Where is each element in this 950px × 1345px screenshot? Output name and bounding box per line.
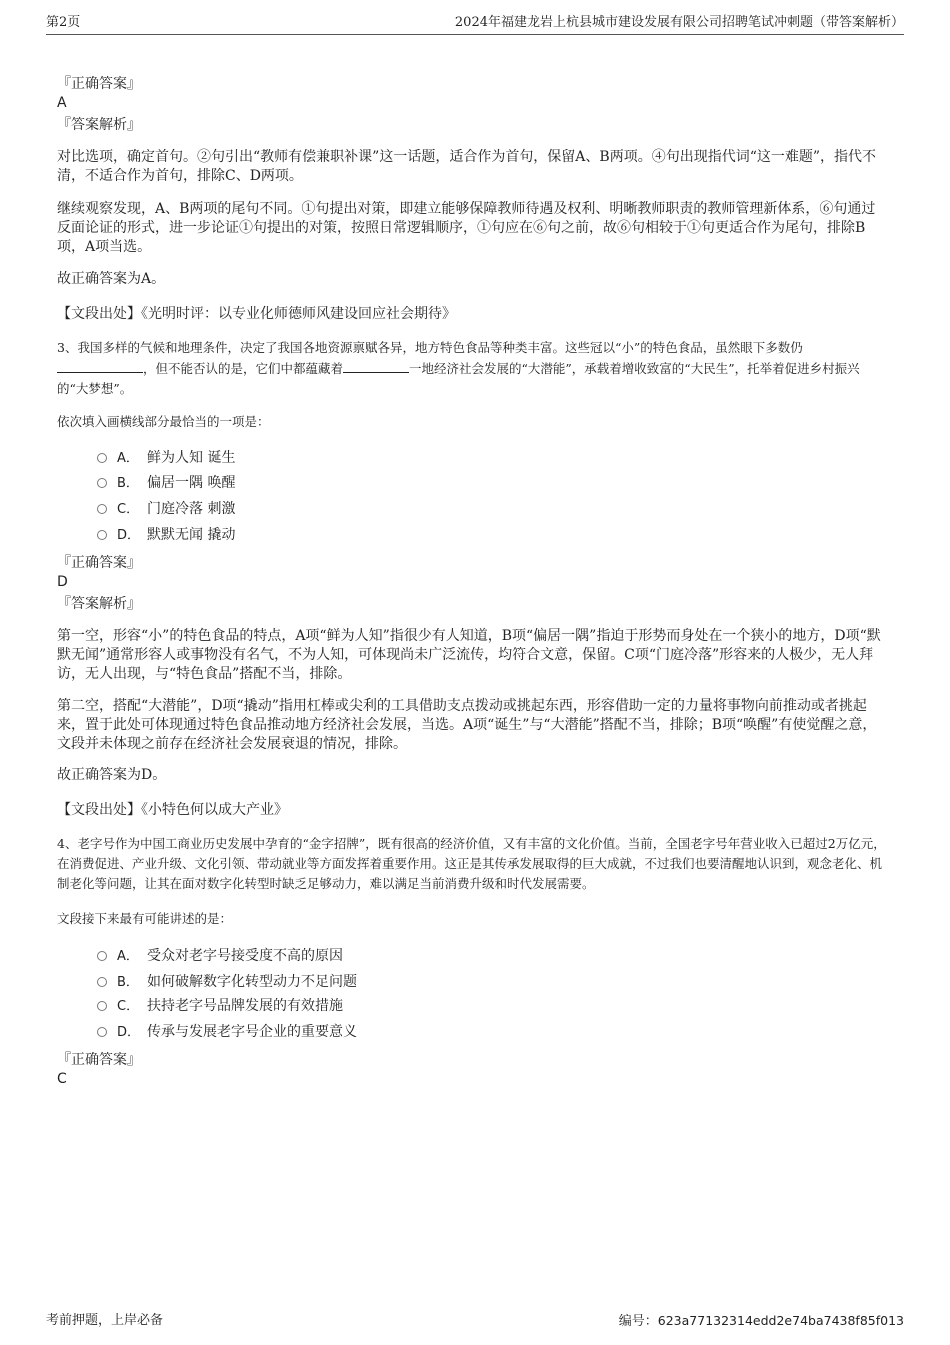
radio-icon[interactable]	[97, 504, 107, 514]
q3-blank-2	[343, 358, 409, 373]
q2-analysis-para-1: 对比选项，确定首句。②句引出“教师有偿兼职补课”这一话题，适合作为首句，保留A、B两项。④句出现指代词“这一难题”，指代不清，不适合作为首句，排除C、D两项。	[57, 149, 877, 184]
doc-code: 623a77132314edd2e74ba7438f85f013	[657, 1313, 904, 1328]
footer-doc-code	[619, 1312, 904, 1331]
q3-option-a[interactable]: A． 鲜为人知 诞生	[97, 448, 797, 469]
q4-correct-answer-label: 『正确答案』	[57, 1052, 141, 1068]
q4-answer: C	[57, 1071, 67, 1087]
q3-question-text	[57, 338, 887, 399]
radio-icon[interactable]	[97, 478, 107, 488]
radio-icon[interactable]	[97, 530, 107, 540]
q3-option-b[interactable]: B． 偏居一隅 唤醒	[97, 473, 797, 494]
q3-correct-answer-label: 『正确答案』	[57, 555, 141, 571]
document-title: 2024年福建龙岩上杭县城市建设发展有限公司招聘笔试冲刺题（带答案解析）	[454, 15, 904, 30]
q2-conclusion: 故正确答案为A。	[57, 271, 166, 287]
q4-option-b[interactable]: B． 如何破解数字化转型动力不足问题	[97, 972, 797, 993]
radio-icon[interactable]	[97, 977, 107, 987]
doc-code-label: 编号：	[618, 1314, 658, 1329]
radio-icon[interactable]	[97, 1001, 107, 1011]
q3-text-part-2: ，但不能否认的是，它们中都蕴藏着	[143, 361, 344, 376]
q3-blank-1	[57, 358, 143, 373]
q3-text-part-1: 3、我国多样的气候和地理条件，决定了我国各地资源禀赋各异，地方特色食品等种类丰富。这些冠以“小”的特色食品，虽然眼下多数仍	[57, 340, 803, 355]
radio-icon[interactable]	[97, 951, 107, 961]
q2-answer: A	[57, 95, 67, 111]
page-number: 第2页	[46, 15, 81, 30]
radio-icon[interactable]	[97, 453, 107, 463]
q2-correct-answer-label: 『正确答案』	[57, 76, 141, 92]
q4-option-a[interactable]: A． 受众对老字号接受度不高的原因	[97, 946, 797, 967]
page-header	[46, 12, 904, 35]
q2-analysis-label: 『答案解析』	[57, 117, 141, 133]
q4-option-d[interactable]: D． 传承与发展老字号企业的重要意义	[97, 1022, 797, 1043]
q3-text-part-3: 一地经济社会发展的“大潜能”，承载着增收致富的“大民生”，托举着促进乡村振兴的“大梦想”。	[57, 361, 860, 396]
footer-slogan: 考前押题，上岸必备	[46, 1313, 164, 1328]
q3-option-c[interactable]: C． 门庭冷落 刺激	[97, 499, 797, 520]
q4-prompt: 文段接下来最有可能讲述的是：	[57, 911, 233, 926]
q3-analysis-para-2: 第二空，搭配“大潜能”，D项“撬动”指用杠棒或尖利的工具借助支点拨动或挑起东西，形容借助一定的力量将事物向前推动或者挑起来，置于此处可体现通过特色食品推动地方经济社会发展，当选。A项“诞生”与“大潜能”搭配不当，排除；B项“唤醒”有使觉醒之意，文段并未体现之前存在经济社会发展衰退的情况，排除。	[57, 698, 877, 752]
q3-prompt: 依次填入画横线部分最恰当的一项是：	[57, 414, 270, 429]
q3-answer: D	[57, 574, 68, 590]
q2-analysis-para-2: 继续观察发现，A、B两项的尾句不同。①句提出对策，即建立能够保障教师待遇及权利、明晰教师职责的教师管理新体系，⑥句通过反面论证的形式，进一步论证①句提出的对策，按照日常逻辑顺序，①句应在⑥句之前，故⑥句相较于①句更适合作为尾句，排除B项，A项当选。	[57, 201, 876, 255]
radio-icon[interactable]	[97, 1027, 107, 1037]
q3-source: 【文段出处】《小特色何以成大产业》	[57, 802, 288, 818]
q2-source: 【文段出处】《光明时评：以专业化师德师风建设回应社会期待》	[57, 306, 456, 322]
q3-analysis-label: 『答案解析』	[57, 596, 141, 612]
q3-analysis-para-1: 第一空，形容“小”的特色食品的特点，A项“鲜为人知”指很少有人知道，B项“偏居一隅”指迫于形势而身处在一个狭小的地方，D项“默默无闻”通常形容人或事物没有名气，不为人知，可体现尚未广泛流传，均符合文意，保留。C项“门庭冷落”形容来的人极少，无人拜访，无人出现，与“特色食品”搭配不当，排除。	[57, 628, 881, 682]
q4-question-text: 4、老字号作为中国工商业历史发展中孕育的“金字招牌”，既有很高的经济价值，又有丰富的文化价值。当前，全国老字号年营业收入已超过2万亿元，在消费促进、产业升级、文化引领、带动就业等方面发挥着重要作用。这正是其传承发展取得的巨大成就，不过我们也要清醒地认识到，观念老化、机制老化等问题，让其在面对数字化转型时缺乏足够动力，难以满足当前消费升级和时代发展需要。	[57, 836, 886, 891]
q3-option-d[interactable]: D． 默默无闻 撬动	[97, 525, 797, 546]
q4-option-c[interactable]: C． 扶持老字号品牌发展的有效措施	[97, 996, 797, 1017]
q3-conclusion: 故正确答案为D。	[57, 767, 167, 783]
